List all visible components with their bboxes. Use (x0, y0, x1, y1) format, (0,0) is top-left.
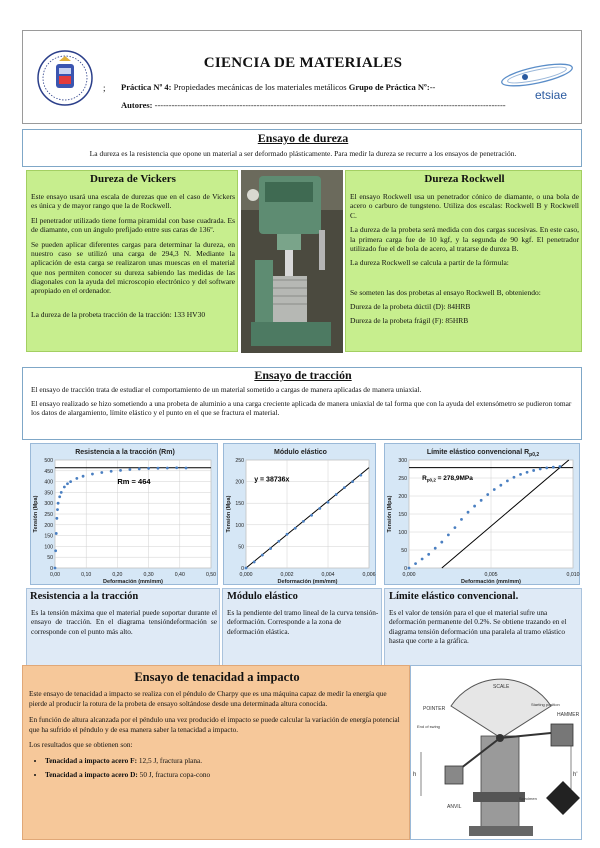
data-point (480, 499, 483, 502)
result-d-label: Tenacidad a impacto acero D: (45, 770, 138, 780)
data-point (414, 562, 417, 565)
y-tick-label: 400 (44, 479, 53, 486)
y-tick-label: 200 (235, 479, 244, 486)
y-tick-label: 100 (235, 522, 244, 529)
data-point (157, 467, 160, 470)
y-tick-label: 350 (44, 490, 53, 497)
practica-line (121, 82, 541, 92)
y-tick-label: 50 (47, 555, 53, 562)
data-point (421, 558, 424, 561)
data-point (58, 495, 61, 498)
tenacidad-body (29, 689, 405, 784)
data-point (447, 533, 450, 536)
vickers-p1: Este ensayo usará una escala de durezas que en el caso de Vickers es única y de mayor rango que la de Rockwell. (31, 192, 235, 211)
y-tick-label: 250 (235, 458, 244, 464)
data-point (138, 467, 141, 470)
x-tick-label: 0,40 (174, 572, 185, 578)
data-point (277, 540, 280, 543)
modulo-panel (222, 588, 382, 666)
chart-limite-svg (385, 444, 581, 586)
data-point (185, 467, 188, 470)
dureza-title: Ensayo de dureza (257, 131, 349, 145)
y-axis-label: Tensión (Mpa) (33, 495, 39, 533)
logo-dot: ; (103, 83, 106, 93)
rockwell-title: Dureza Rockwell (424, 173, 505, 185)
traccion-p1: El ensayo de tracción trata de estudiar el comportamiento de un material sometido a cargas de manera aplicadas de manera uniaxial. (31, 385, 422, 394)
x-tick-label: 0,002 (280, 572, 294, 578)
data-point (427, 553, 430, 556)
traccion-body (31, 385, 577, 422)
x-tick-label: 0,004 (321, 572, 335, 578)
modulo-text: Es la pendiente del tramo lineal de la curva tensión-deformación. Corresponde a la zona de deformación elástica. (227, 608, 379, 636)
practica-text: Propiedades mecánicas de los materiales metálicos (171, 82, 349, 92)
hardness-tester-photo (241, 170, 343, 353)
data-point (526, 471, 529, 474)
y-tick-label: 300 (44, 501, 53, 508)
chart-modulo (223, 443, 376, 585)
data-point (318, 507, 321, 510)
authors-line (121, 100, 541, 110)
data-point (55, 517, 58, 520)
x-axis-label: Deformación (mm/mm) (277, 579, 338, 585)
data-point (310, 514, 313, 517)
y-tick-label: 0 (241, 566, 244, 572)
tenacidad-p1: Este ensayo de tenacidad a impacto se realiza con el péndulo de Charpy que es una máquina capaz de medir la energía que pierde al producir la rotura de la probeta de ensayo soltándose desde una determinada altura conocida. (29, 689, 387, 708)
data-point (69, 480, 72, 483)
chart-modulo-svg (224, 444, 377, 586)
limite-panel (384, 588, 582, 666)
authors-label: Autores: (121, 100, 153, 110)
data-point (506, 479, 509, 482)
data-point (253, 561, 256, 564)
rockwell-p6: Dureza de la probeta frágil (F): 85HRB (350, 316, 469, 326)
resistencia-title: Resistencia a la tracción (30, 591, 139, 602)
data-point (552, 466, 555, 469)
x-tick-label: 0,30 (143, 572, 154, 578)
y-tick-label: 450 (44, 468, 53, 475)
etsiae-logo-text: etsiae (535, 88, 568, 102)
page-title: CIENCIA DE MATERIALES (203, 55, 403, 71)
data-point (513, 476, 516, 479)
data-point (499, 484, 502, 487)
data-point (467, 511, 470, 514)
rockwell-p2: La dureza de la probeta será medida con dos cargas sucesivas. En este caso, la primera carga fue de 10 kgf, y la segunda de 90 kgf. El penetrador utilizado fue el de bola de acero, al tratarse de dureza B. (350, 225, 579, 253)
data-point (100, 471, 103, 474)
result-f-value: 12,5 J, fractura plana. (137, 756, 203, 766)
data-point (119, 469, 122, 472)
data-point (539, 468, 542, 471)
tenacidad-p2: En función de altura alcanzada por el péndulo una vez producido el impacto se puede calcular la variación de energía potencial que ha sufrido el péndulo y de esa manera saber la tenacidad a impacto. (29, 714, 400, 734)
data-point (327, 501, 330, 504)
x-tick-label: 0,006 (362, 572, 376, 578)
y-axis-label: Tensión (Mpa) (226, 495, 232, 533)
vickers-body (31, 192, 235, 324)
x-tick-label: 0,00 (49, 572, 61, 578)
rockwell-p5: Dureza de la probeta dúctil (D): 84HRB (350, 302, 471, 311)
data-point (75, 477, 78, 480)
data-point (486, 493, 489, 496)
y-tick-label: 0 (404, 566, 407, 572)
data-point (66, 482, 69, 485)
data-point (532, 469, 535, 472)
x-tick-label: 0,20 (112, 572, 123, 578)
authors-value: ---------------------------------------------------------------------------------------------------------------------------- (152, 100, 506, 110)
label-hammer: HAMMER (557, 712, 580, 718)
resistencia-text: Es la tensión máxima que el material puede soportar durante el ensayo de tracción. En el diagrama tensióndeformación se corresponde con el punto más alto. (31, 608, 217, 636)
data-point (286, 533, 289, 536)
rp-annotation-value: = 278,9MPa (435, 474, 473, 482)
y-tick-label: 250 (44, 512, 53, 518)
y-tick-label: 200 (44, 522, 53, 529)
rockwell-p4: Se someten las dos probetas al ensayo Rockwell B, obteniendo: (350, 287, 541, 297)
limite-text: Es el valor de tensión para el que el material sufre una deformación permanente del 0.2%. Se obtiene trazando en el diagrama tensión deformación una paralela al tramo elástico hasta que corte a la gráfica. (389, 608, 567, 646)
y-tick-label: 150 (398, 512, 407, 518)
label-scale: SCALE (493, 684, 510, 690)
traccion-section (22, 367, 582, 440)
data-point (351, 480, 354, 483)
label-specimen: Specimen (519, 796, 537, 801)
rp-annotation-sub: p0,2 (426, 477, 436, 483)
data-point (343, 486, 346, 489)
traccion-p2: El ensayo realizado se hizo sometiendo a una probeta de aluminio a una carga creciente aplicada de manera uniaxial de tal forma que con la ayuda del extensómetro se pudieron tomar los datos de alargamiento, límite elástico y el punto en el que se fractura el material. (31, 398, 572, 418)
limite-title: Límite elástico convencional. (389, 591, 519, 602)
practica-label: Práctica Nº 4: (121, 82, 172, 92)
data-point (63, 486, 66, 489)
y-tick-label: 200 (398, 494, 407, 500)
x-tick-label: 0,010 (566, 572, 580, 578)
data-point (54, 567, 57, 570)
data-point (147, 467, 150, 470)
label-starting: Starting position (531, 702, 560, 707)
label-h: h (413, 772, 417, 778)
data-point (302, 520, 305, 523)
data-point (55, 532, 58, 535)
chart-title: Límite elástico convencional $R_{p0,2}$ (426, 449, 540, 458)
data-point (408, 567, 411, 570)
chart-limite (384, 443, 580, 585)
tenacidad-title: Ensayo de tenacidad a impacto (134, 670, 300, 684)
charpy-pendulum-svg (411, 666, 583, 841)
grupo-value: -- (429, 82, 436, 92)
y-tick-label: 250 (398, 476, 407, 482)
data-point (440, 541, 443, 544)
vickers-p2: El penetrador utilizado tiene forma piramidal con base cuadrada. Es de diamante, con un ángulo prefijado entre sus caras de 136º. (31, 215, 235, 235)
header-box (22, 30, 582, 124)
y-tick-label: 150 (44, 533, 53, 540)
label-anvil: ANVIL (447, 804, 462, 810)
data-point (460, 518, 463, 521)
data-point (175, 466, 178, 469)
y-tick-label: 50 (238, 544, 244, 551)
etsiae-logo (497, 55, 577, 105)
rockwell-p1: El ensayo Rockwell usa un penetrador cónico de diamante, o una bola de acero o carburo de tungsteno. Utiliza dos escalas: Rockwell B y Rockwell C. (350, 192, 579, 220)
data-point (57, 502, 60, 505)
data-point (261, 554, 264, 557)
data-point (519, 473, 522, 476)
data-point (454, 526, 457, 529)
label-end-swing: End of swing (417, 724, 440, 729)
y-tick-label: 50 (401, 548, 407, 554)
y-tick-label: 100 (398, 530, 407, 536)
x-axis-label: Deformación (mm/mm) (461, 579, 521, 585)
tenacidad-section (22, 665, 410, 840)
rockwell-panel (345, 170, 582, 352)
data-point (128, 468, 131, 471)
vickers-p4: La dureza de la probeta tracción de la tracción: 133 HV30 (31, 309, 206, 319)
data-point (91, 473, 94, 476)
modulo-title: Módulo elástico (227, 591, 298, 602)
grupo-label: Grupo de Práctica Nº: (348, 82, 430, 92)
data-point (269, 547, 272, 550)
tenacidad-result-d (45, 770, 405, 780)
data-point (294, 527, 297, 530)
x-axis-label: Deformación (mm/mm) (103, 579, 163, 585)
chart-resistencia-svg (31, 444, 219, 586)
rp-annotation: $R_{p0,2} = 278,9MPa$ (422, 474, 473, 483)
result-f-label: Tenacidad a impacto acero F: (45, 756, 138, 766)
data-point (54, 549, 57, 552)
data-point (545, 467, 548, 470)
tenacidad-results (41, 756, 405, 780)
result-d-value: 50 J, fractura copa-cono (137, 770, 211, 780)
tenacidad-p3: Los resultados que se obtienen son: (29, 740, 133, 750)
data-point (359, 474, 362, 477)
y-tick-label: 100 (44, 544, 53, 551)
y-tick-label: 150 (235, 501, 244, 508)
vickers-panel (26, 170, 238, 352)
data-point (245, 567, 248, 570)
tenacidad-result-f (45, 756, 405, 766)
x-tick-label: 0,50 (205, 572, 217, 578)
y-tick-label: 300 (398, 458, 407, 464)
data-point (82, 475, 85, 478)
traccion-title: Ensayo de tracción (254, 368, 352, 382)
data-point (558, 465, 561, 468)
chart-title-sub: p0,2 (529, 452, 540, 458)
rockwell-p3: La dureza Rockwell se calcula a partir de la fórmula: (350, 258, 509, 268)
vickers-p3: Se pueden aplicar diferentes cargas para determinar la dureza, en nuestro caso se utilizó una carga de 294,3 N. Mediante la aplicación de esta carga se realizaron unas muescas en el material que nos permiten conocer su dureza sabiendo las medidas de las diagonales con la ayuda del microscopio electrónico y del software apropiado en el ordenador. (31, 239, 235, 296)
data-point (110, 470, 113, 473)
label-pointer: POINTER (423, 706, 446, 712)
y-tick-label: 500 (44, 458, 53, 464)
trendline-equation: y = 38736x (254, 476, 290, 484)
chart-title: Módulo elástico (274, 449, 327, 456)
chart-title: Resistencia a la tracción (Rm) (75, 449, 175, 456)
rockwell-body (350, 192, 579, 331)
data-point (56, 508, 59, 511)
x-tick-label: 0,10 (81, 572, 92, 578)
vickers-title: Dureza de Vickers (90, 173, 176, 185)
charpy-pendulum-diagram (410, 665, 582, 840)
chart-resistencia (30, 443, 218, 585)
data-point (434, 547, 437, 550)
x-tick-label: 0,005 (484, 572, 498, 578)
rm-annotation: Rm = 464 (117, 476, 151, 486)
data-point (493, 488, 496, 491)
data-point (335, 493, 338, 496)
label-hprime: h' (573, 772, 578, 778)
data-point (60, 491, 63, 494)
data-point (166, 467, 169, 470)
dureza-section (22, 129, 582, 167)
y-axis-label: Tensión (Mpa) (387, 495, 393, 533)
dureza-intro: La dureza es la resistencia que opone un material a ser deformado plásticamente. Para medir la dureza se recurre a los ensayos de penetración. (89, 149, 517, 158)
data-point (473, 505, 476, 508)
x-tick-label: 0,000 (239, 572, 253, 578)
y-tick-label: 0 (50, 566, 53, 572)
x-tick-label: 0,000 (402, 572, 416, 578)
resistencia-panel (26, 588, 220, 666)
